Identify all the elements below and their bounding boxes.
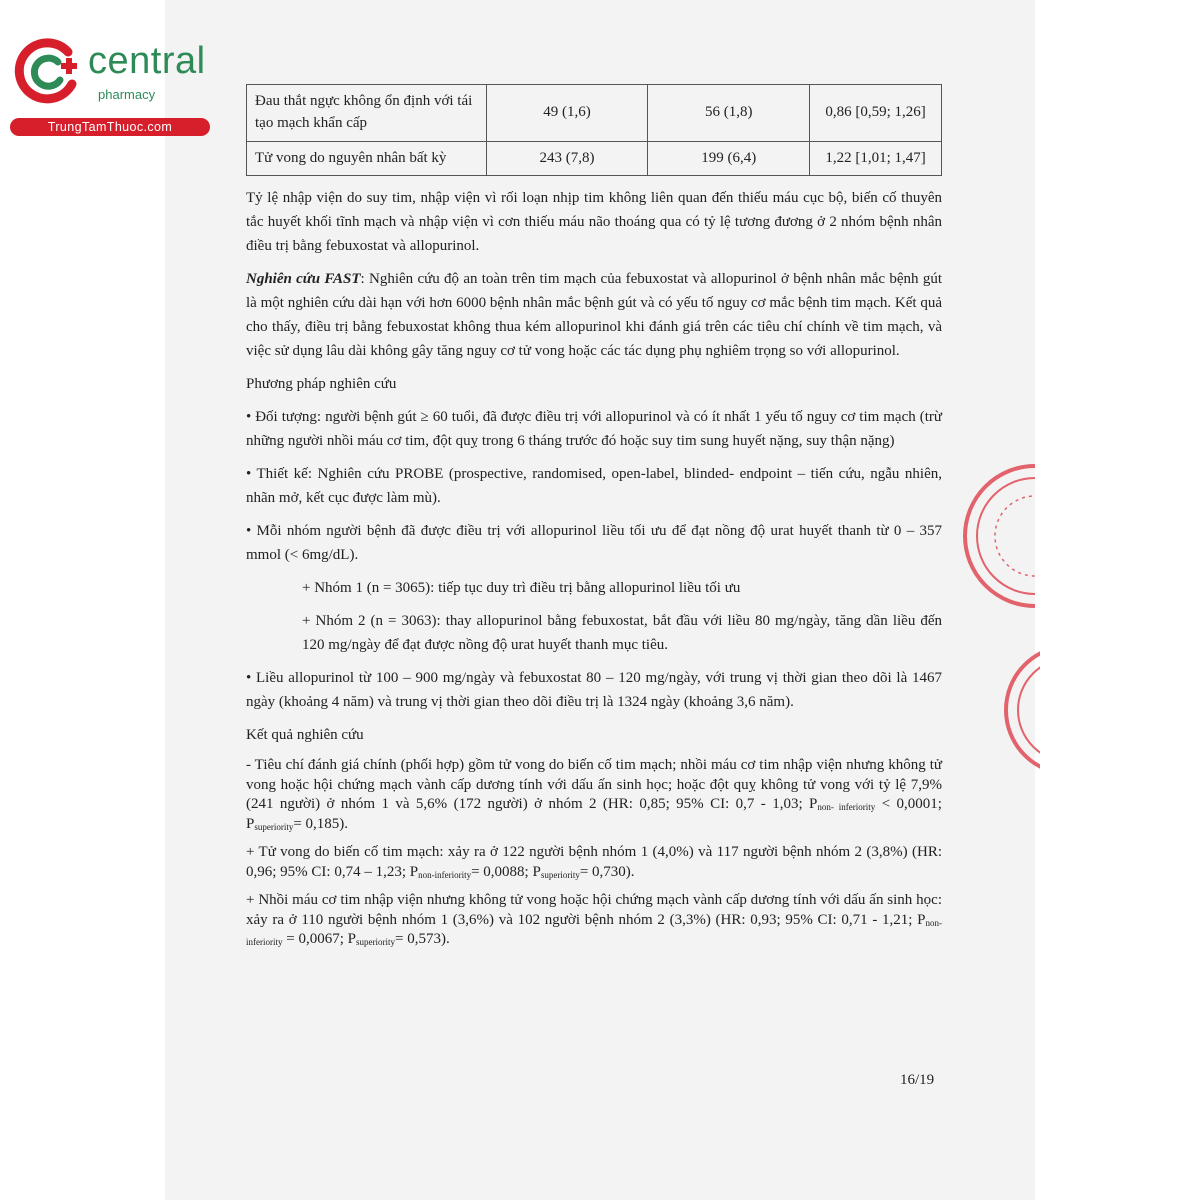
logo-subtitle: pharmacy: [98, 87, 156, 102]
table-cell: Tử vong do nguyên nhân bất kỳ: [247, 141, 487, 176]
table-row: [247, 85, 942, 142]
section-heading: Kết quả nghiên cứu: [246, 727, 364, 743]
table-cell: 199 (6,4): [648, 141, 810, 176]
table-cell: 1,22 [1,01; 1,47]: [810, 141, 942, 176]
central-pharmacy-logo: [10, 34, 220, 134]
paragraph: Nghiên cứu FAST: Nghiên cứu độ an toàn trên tim mạch của febuxostat và allopurinol ở bệnh nhân mắc bệnh gút là một nghiên cứu dài hạn với hơn 6000 bệnh nhân mắc bệnh gút và có yếu tố nguy cơ mắc bệnh tim mạch. Kết quả cho thấy, điều trị bằng febuxostat không thua kém allopurinol khi đánh giá trên các tiêu chí chính về tim mạch, và việc sử dụng lâu dài không gây tăng nguy cơ tử vong hoặc các tác dụng phụ nghiêm trọng so với allopurinol.: [246, 271, 942, 359]
logo-brand-text: central: [88, 40, 206, 82]
result-item: + Nhồi máu cơ tim nhập viện nhưng không tử vong hoặc hội chứng mạch vành cấp dương tính với dấu ấn sinh học: xảy ra ở 110 người bệnh nhóm 1 (3,6%) và 102 người bệnh nhóm 2 (3,3%) (HR: 0,93; 95% CI: 0,71 - 1,21; $P_{non-inferiority} = 0,0067$; $P_{superiority}= 0,573$).: [246, 892, 942, 947]
bullet-item: • Thiết kế: Nghiên cứu PROBE (prospective, randomised, open-label, blinded- endpoint – tiến cứu, ngẫu nhiên, nhãn mở, kết cục được làm mù).: [246, 466, 942, 506]
document-body: [246, 186, 942, 959]
bullet-item: • Đối tượng: người bệnh gút ≥ 60 tuổi, đã được điều trị với allopurinol và có ít nhất 1 yếu tố nguy cơ tim mạch (trừ những người nhồi máu cơ tim, đột quỵ trong 6 tháng trước đó hoặc suy tim sung huyết nặng, suy thận nặng): [246, 409, 942, 449]
table-row: [247, 141, 942, 176]
table-cell: 243 (7,8): [486, 141, 648, 176]
paragraph: Tỷ lệ nhập viện do suy tim, nhập viện vì rối loạn nhịp tim không liên quan đến thiếu máu cục bộ, biến cố thuyên tắc huyết khối tĩnh mạch và nhập viện vì cơn thiếu máu não thoáng qua có tỷ lệ tương đương ở 2 nhóm bệnh nhân điều trị bằng febuxostat và allopurinol.: [246, 190, 942, 254]
stamp-seal-icon: [955, 456, 1035, 616]
bullet-item: • Mỗi nhóm người bệnh đã được điều trị với allopurinol liều tối ưu để đạt nồng độ urat huyết thanh từ 0 – 357 mmol (< 6mg/dL).: [246, 523, 942, 563]
study-label: Nghiên cứu FAST: [246, 271, 361, 287]
stamp-seal-icon: [1000, 640, 1040, 780]
table-cell: Đau thắt ngực không ổn định với tái tạo mạch khẩn cấp: [247, 85, 487, 142]
result-item: + Tử vong do biến cố tim mạch: xảy ra ở 122 người bệnh nhóm 1 (4,0%) và 117 người bệnh nhóm 2 (3,8%) (HR: 0,96; 95% CI: 0,74 – 1,23; $P_{non-inferiority}= 0,0088$; $P_{superiority}= 0,730$).: [246, 844, 942, 880]
table-cell: 49 (1,6): [486, 85, 648, 142]
result-item: - Tiêu chí đánh giá chính (phối hợp) gồm tử vong do biến cố tim mạch; nhồi máu cơ tim nhập viện nhưng không tử vong hoặc hội chứng mạch vành cấp dương tính với dấu ấn sinh học; hoặc đột quỵ không tử vong với tỷ lệ 7,9% (241 người) ở nhóm 1 và 5,6% (172 người) ở nhóm 2 (HR: 0,85; 95% CI: 0,7 - 1,03; $P_{non- inferiority} < 0,0001$; $P_{superiority}= 0,185$).: [246, 757, 942, 832]
table-cell: 56 (1,8): [648, 85, 810, 142]
group-item: + Nhóm 2 (n = 3063): thay allopurinol bằng febuxostat, bắt đầu với liều 80 mg/ngày, tăng dần liều đến 120 mg/ngày để đạt được nồng độ urat huyết thanh mục tiêu.: [302, 613, 942, 653]
pharmacy-logo-icon: [10, 34, 86, 110]
group-item: + Nhóm 1 (n = 3065): tiếp tục duy trì điều trị bằng allopurinol liều tối ưu: [302, 580, 741, 596]
results-table: [246, 84, 942, 176]
bullet-item: • Liều allopurinol từ 100 – 900 mg/ngày và febuxostat 80 – 120 mg/ngày, với trung vị thời gian theo dõi là 1467 ngày (khoảng 4 năm) và trung vị thời gian theo dõi điều trị là 1324 ngày (khoảng 3,6 năm).: [246, 670, 942, 710]
page-number: 16/19: [900, 1072, 935, 1088]
table-cell: 0,86 [0,59; 1,26]: [810, 85, 942, 142]
logo-website: TrungTamThuoc.com: [10, 118, 210, 136]
section-heading: Phương pháp nghiên cứu: [246, 376, 397, 392]
